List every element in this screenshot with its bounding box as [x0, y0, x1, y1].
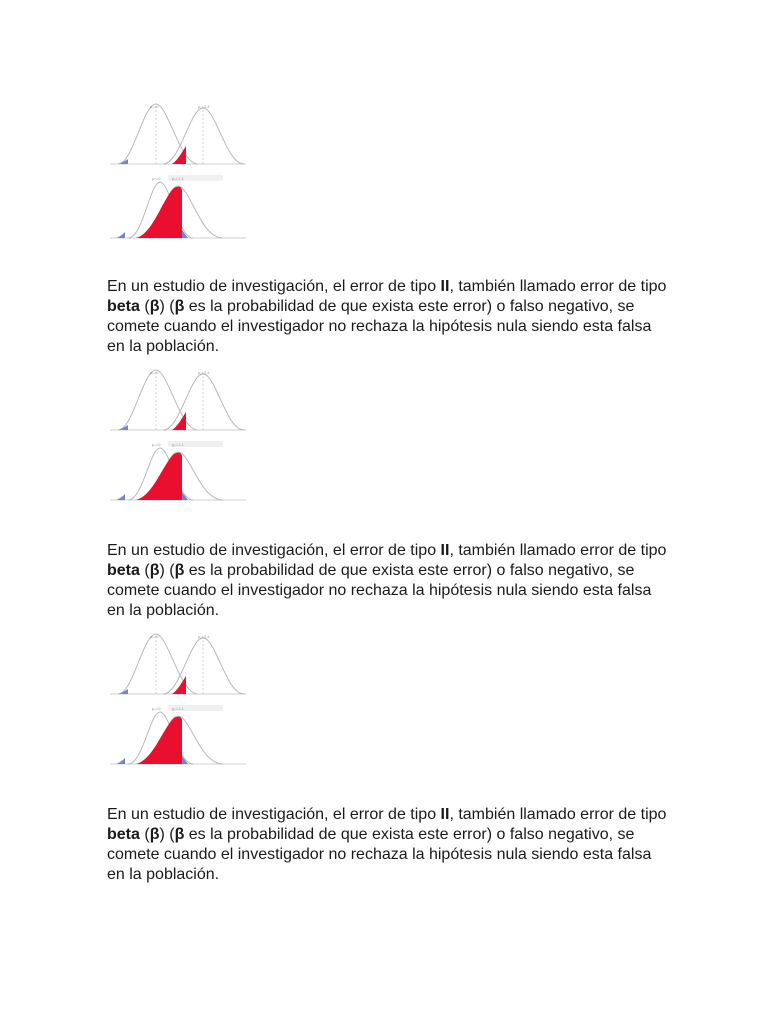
distribution-plot [108, 632, 248, 772]
mu0-label: μ₀=0 [150, 634, 159, 639]
distribution-plot [108, 368, 248, 508]
mu1-label: μ₁=1.1 [172, 706, 184, 711]
distribution-plot [108, 102, 248, 242]
mu1-label: μ₁=2.4 [198, 370, 210, 375]
mu1-label: μ₁=2.4 [198, 104, 210, 109]
mu0-label: μ₀=0 [150, 104, 159, 109]
error-type-ii-figure [108, 632, 248, 772]
paragraph-type-ii-error: En un estudio de investigación, el error de tipo II, también llamado error de tipo beta (β) (β es la probabilidad de que exista este error) o falso negativo, se comete cuando el investigador no rechaza la hipótesis nula siendo esta falsa en la población. [107, 542, 667, 619]
error-type-ii-figure [108, 368, 248, 508]
error-type-ii-figure [108, 102, 248, 242]
mu1-label: μ₁=1.1 [172, 176, 184, 181]
mu0-label: μ₀=0 [152, 176, 161, 181]
paragraph-type-ii-error: En un estudio de investigación, el error de tipo II, también llamado error de tipo beta (β) (β es la probabilidad de que exista este error) o falso negativo, se comete cuando el investigador no rechaza la hipótesis nula siendo esta falsa en la población. [107, 806, 667, 883]
mu0-label: μ₀=0 [152, 706, 161, 711]
mu1-label: μ₁=2.4 [198, 634, 210, 639]
paragraph-type-ii-error: En un estudio de investigación, el error de tipo II, también llamado error de tipo beta (β) (β es la probabilidad de que exista este error) o falso negativo, se comete cuando el investigador no rechaza la hipótesis nula siendo esta falsa en la población. [107, 278, 667, 355]
mu1-label: μ₁=1.1 [172, 442, 184, 447]
mu0-label: μ₀=0 [150, 370, 159, 375]
mu0-label: μ₀=0 [152, 442, 161, 447]
